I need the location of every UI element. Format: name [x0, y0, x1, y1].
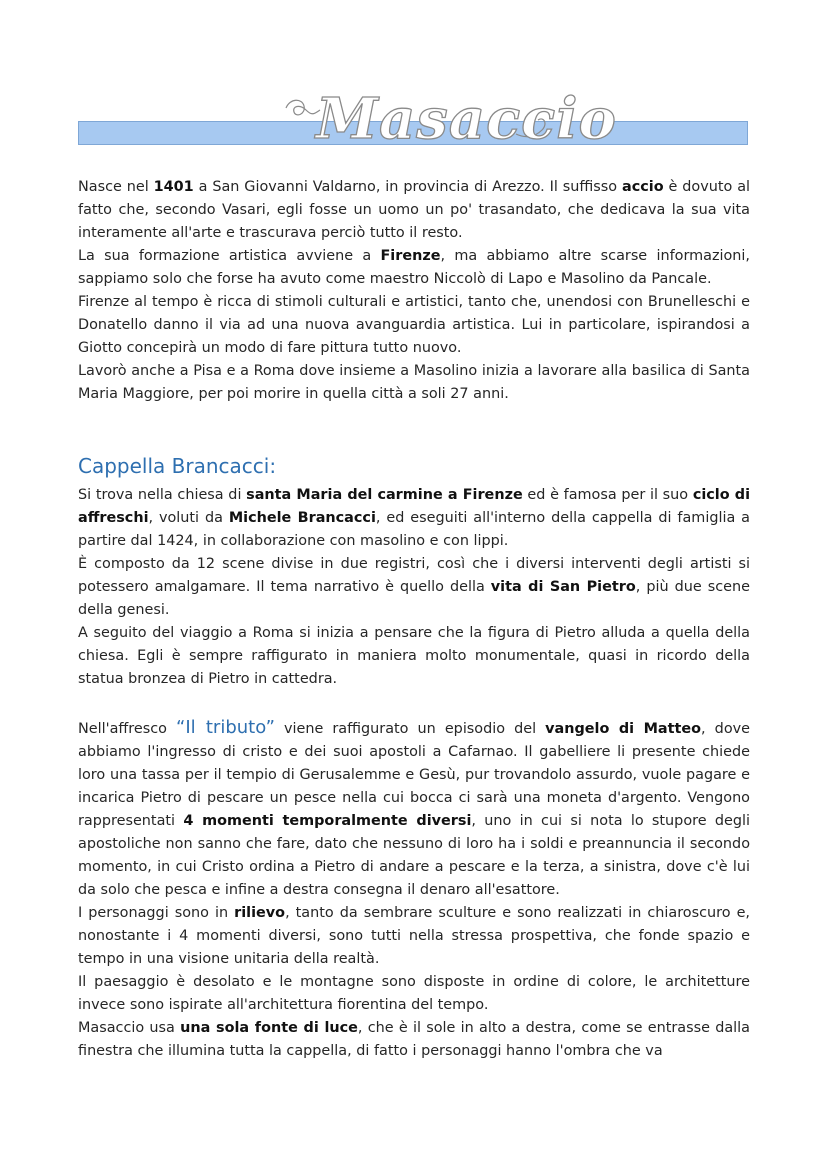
bold-text: rilievo	[234, 905, 286, 921]
intro-paragraph-2	[78, 245, 750, 291]
bold-text: vita di San Pietro	[490, 579, 636, 595]
text: Si trova nella chiesa di	[78, 487, 247, 503]
text: viene raffigurato un episodio del	[274, 721, 546, 737]
text: è dovuto al fatto che, secondo Vasari, egli fosse un uomo un po' trasandato, che dedicava la sua vita interamente all'arte e trascurava perciò tutto il resto.	[78, 179, 751, 241]
text: La sua formazione artistica avviene a	[78, 248, 381, 264]
text: , dove abbiamo l'ingresso di cristo e dei suoi apostoli a Cafarnao. Il gabelliere li presente chiede loro una tassa per il tempio di Gerusalemme e Gesù, pur trovandolo assurdo, vuole pagare e incarica Pietro di pescare un pesce nella cui bocca ci sarà una moneta d'argento. Vengono rappresentati	[78, 721, 750, 829]
artwork-title: “Il tributo”	[176, 717, 275, 738]
bold-text: ciclo di affreschi	[78, 487, 750, 526]
text: ed è famosa per il suo	[522, 487, 693, 503]
text: , uno in cui si nota lo stupore degli apostoliche non sanno che fare, dato che nessuno di loro ha i soldi e preannuncia il secondo momento, in cui Cristo ordina a Pietro di andare a pescare e la terza, a sinistra, dove c'è lui da solo che pesca e infine a destra consegna il denaro all'esattore.	[78, 813, 750, 898]
text: Nell'affresco	[78, 721, 177, 737]
cappella-paragraph-1	[78, 484, 750, 553]
text: , ma abbiamo altre scarse informazioni, sappiamo solo che forse ha avuto come maestro Niccolò di Lapo e Masolino da Pancale.	[78, 248, 750, 287]
text: È composto da 12 scene divise in due registri, così che i diversi interventi degli artisti si potessero amalgamare. Il tema narrativo è quello della	[78, 556, 750, 595]
text: , tanto da sembrare sculture e sono realizzati in chiaroscuro e, nonostante i 4 momenti diversi, sono tutti nella stressa prospettiva, che fonde spazio e tempo in una visione unitaria della realtà.	[78, 905, 750, 967]
bold-text: 4 momenti temporalmente diversi	[183, 813, 472, 829]
text: , ed eseguiti all'interno della cappella di famiglia a partire dal 1424, in collaborazione con masolino e con lippi.	[78, 510, 750, 549]
page-title: Masaccio	[316, 86, 617, 152]
bold-text: una sola fonte di luce	[180, 1020, 358, 1036]
swirl-decoration	[286, 100, 320, 115]
bold-text: 1401	[153, 179, 194, 195]
bold-text: Michele Brancacci	[228, 510, 376, 526]
intro-section	[78, 176, 750, 406]
cappella-section	[78, 484, 750, 691]
bold-text: Firenze	[380, 248, 441, 264]
text: Nasce nel	[78, 179, 154, 195]
tributo-paragraph-1	[78, 716, 750, 902]
title-logo	[280, 84, 617, 162]
text: a San Giovanni Valdarno, in provincia di Arezzo. Il suffisso	[193, 179, 623, 195]
section-heading-cappella: Cappella Brancacci:	[78, 454, 277, 478]
tributo-paragraph-4	[78, 1017, 750, 1063]
cappella-paragraph-3: A seguito del viaggio a Roma si inizia a pensare che la figura di Pietro alluda a quella della chiesa. Egli è sempre raffigurato in maniera molto monumentale, quasi in ricordo della statua bronzea di Pietro in cattedra.	[78, 625, 750, 687]
intro-paragraph-3: Firenze al tempo è ricca di stimoli culturali e artistici, tanto che, unendosi con Brunelleschi e Donatello danno il via ad una nuova avanguardia artistica. Lui in particolare, ispirandosi a Giotto concepirà un modo di fare pittura tutto nuovo.	[78, 294, 750, 356]
intro-paragraph-1	[78, 176, 750, 245]
text: , più due scene della genesi.	[78, 579, 750, 618]
bold-text: vangelo di Matteo	[545, 721, 702, 737]
tributo-paragraph-2	[78, 902, 750, 971]
tributo-section	[78, 716, 750, 1063]
bold-text: santa Maria del carmine a Firenze	[246, 487, 523, 503]
cappella-paragraph-2	[78, 553, 750, 622]
title-lettering	[280, 84, 617, 162]
intro-paragraph-4: Lavorò anche a Pisa e a Roma dove insieme a Masolino inizia a lavorare alla basilica di Santa Maria Maggiore, per poi morire in quella città a soli 27 anni.	[78, 363, 750, 402]
text: Masaccio usa	[78, 1020, 181, 1036]
text: , che è il sole in alto a destra, come se entrasse dalla finestra che illumina tutta la cappella, di fatto i personaggi hanno l'ombra che va	[78, 1020, 750, 1059]
bold-text: accio	[622, 179, 664, 195]
text: , voluti da	[148, 510, 229, 526]
tributo-paragraph-3: Il paesaggio è desolato e le montagne sono disposte in ordine di colore, le architetture invece sono ispirate all'architettura fiorentina del tempo.	[78, 974, 750, 1013]
text: I personaggi sono in	[78, 905, 235, 921]
